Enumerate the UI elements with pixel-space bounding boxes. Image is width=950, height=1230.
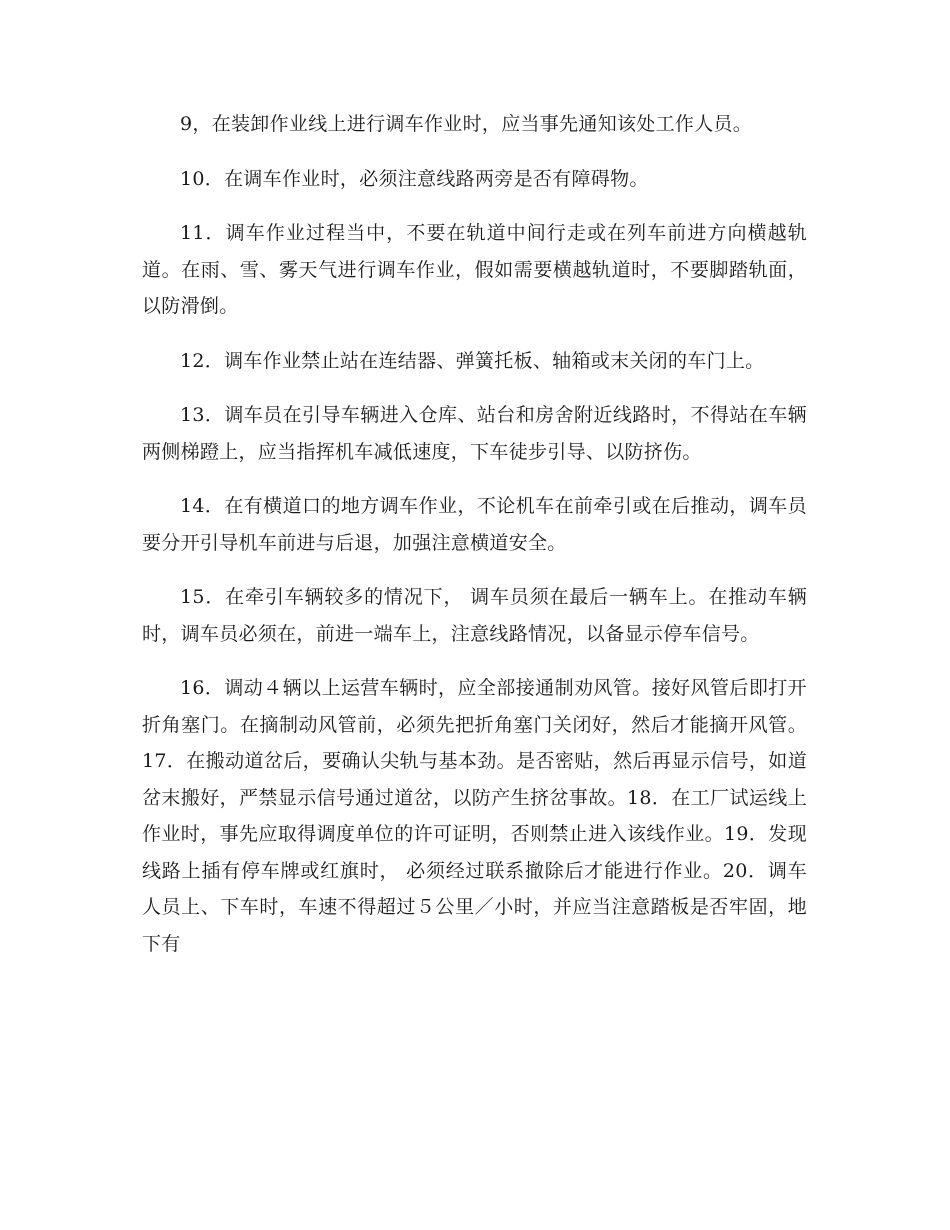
- paragraph-14: 14．在有横道口的地方调车作业，不论机车在前牵引或在后推动，调车员要分开引导机车前进与后退，加强注意横道安全。: [142, 495, 807, 554]
- paragraph-12: 12．调车作业禁止站在连结器、弹簧托板、轴箱或末关闭的车门上。: [180, 349, 765, 372]
- document-body: [142, 106, 807, 962]
- paragraph-10: 10．在调车作业时，必须注意线路两旁是否有障碍物。: [180, 167, 649, 190]
- paragraph-11: 11．调车作业过程当中，不要在轨道中间行走或在列车前进方向横越轨道。在雨、雪、雾天气进行调车作业，假如需要横越轨道时，不要脚踏轨面，以防滑倒。: [142, 222, 807, 317]
- paragraph-9: 9，在装卸作业线上进行调车作业时，应当事先通知该处工作人员。: [180, 113, 753, 135]
- paragraph-15: 15．在牵引车辆较多的情况下， 调车员须在最后一辆车上。在推动车辆时，调车员必须在，前进一端车上，注意线路情况，以备显示停车信号。: [142, 586, 807, 645]
- paragraph-16-20: 16．调动４辆以上运营车辆时，应全部接通制劝风管。接好风管后即打开折角塞门。在摘制动风管前，必须先把折角塞门关闭好，然后才能摘开风管。17．在搬动道岔后，要确认尖轨与基本劲。是否密贴，然后再显示信号，如道岔末搬好，严禁显示信号通过道岔，以防产生挤岔事故。18．在工厂试运线上作业时，事先应取得调度单位的许可证明，否则禁止进入该线作业。19．发现线路上插有停车牌或红旗时， 必须经过联系撤除后才能进行作业。20．调车人员上、下车时，车速不得超过５公里／小时，并应当注意踏板是否牢固，地下有: [142, 677, 807, 955]
- paragraph-13: 13．调车员在引导车辆进入仓库、站台和房舍附近线路时，不得站在车辆两侧梯蹬上，应当指挥机车减低速度，下车徒步引导、以防挤伤。: [142, 404, 807, 463]
